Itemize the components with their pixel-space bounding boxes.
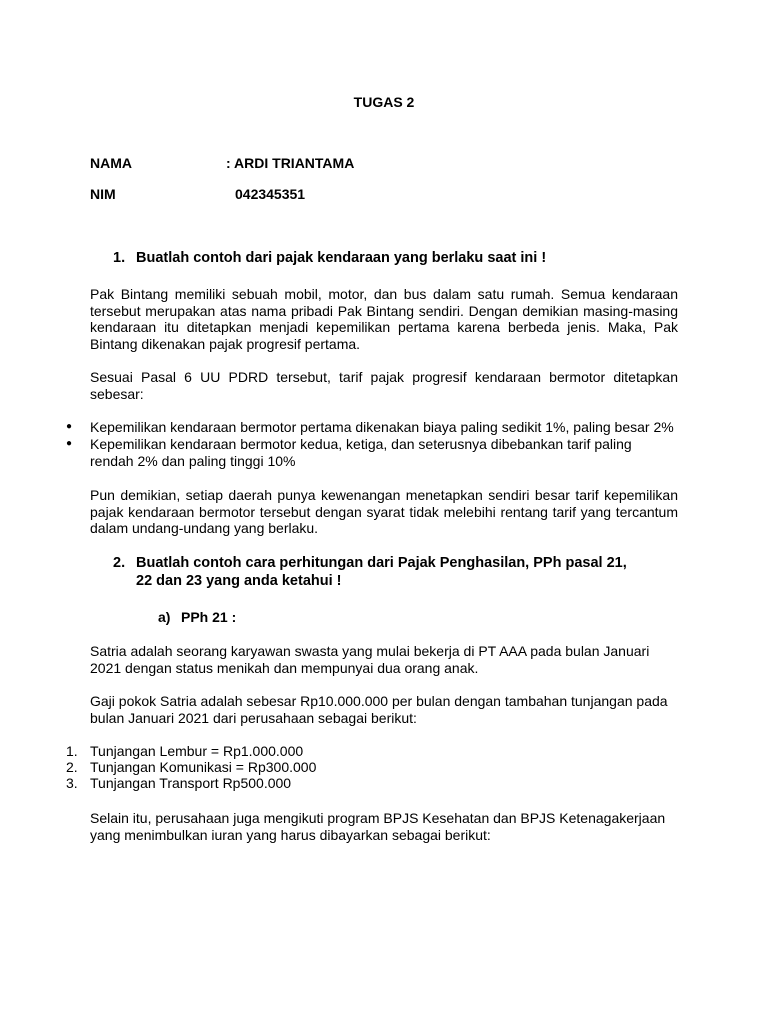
nim-label: NIM (90, 186, 116, 202)
question-2-line-2: 22 dan 23 yang anda ketahui ! (136, 573, 342, 589)
bullet-text: Kepemilikan kendaraan bermotor kedua, ketiga, dan seterusnya dibebankan tarif paling rendah 2% dan paling tinggi 10% (90, 436, 632, 469)
list-number: 3. (66, 775, 78, 791)
list-number: 1. (66, 743, 78, 759)
sub-question-label: a) (158, 609, 171, 625)
question-1-number: 1. (113, 250, 126, 266)
bullet-icon: ● (66, 421, 73, 432)
list-text: Tunjangan Lembur = Rp1.000.000 (90, 743, 304, 759)
q2-paragraph-1: Satria adalah seorang karyawan swasta yang mulai bekerja di PT AAA pada bulan Januari 2021 dengan status menikah dan mempunyai dua orang anak. (90, 643, 650, 676)
bullet-text: Kepemilikan kendaraan bermotor pertama dikenakan biaya paling sedikit 1%, paling besar 2% (90, 419, 674, 435)
question-2-line-1: Buatlah contoh cara perhitungan dari Pajak Penghasilan, PPh pasal 21, (136, 555, 627, 571)
q1-paragraph-2: Sesuai Pasal 6 UU PDRD tersebut, tarif pajak progresif kendaraan bermotor ditetapkan sebesar: (90, 369, 678, 402)
question-2-number: 2. (113, 555, 126, 571)
q2-paragraph-3: Selain itu, perusahaan juga mengikuti program BPJS Kesehatan dan BPJS Ketenagakerjaan yang menimbulkan iuran yang harus dibayarkan sebagai berikut: (90, 810, 666, 843)
list-text: Tunjangan Komunikasi = Rp300.000 (90, 759, 317, 775)
page-title: TUGAS 2 (353, 94, 415, 110)
q1-paragraph-1: Pak Bintang memiliki sebuah mobil, motor, dan bus dalam satu rumah. Semua kendaraan tersebut merupakan atas nama pribadi Pak Bintang sendiri. Dengan demikian masing-masing kendaraan itu ditetapkan menjadi kepemilikan pertama karena berbeda jenis. Maka, Pak Bintang dikenakan pajak progresif pertama. (90, 286, 678, 352)
name-value: : ARDI TRIANTAMA (226, 155, 355, 171)
nim-value: 042345351 (235, 186, 306, 202)
list-text: Tunjangan Transport Rp500.000 (90, 775, 292, 791)
bullet-icon: ● (66, 438, 73, 449)
list-number: 2. (66, 759, 78, 775)
question-1-text: Buatlah contoh dari pajak kendaraan yang berlaku saat ini ! (136, 250, 547, 266)
name-label: NAMA (90, 155, 132, 171)
q1-paragraph-3: Pun demikian, setiap daerah punya kewenangan menetapkan sendiri besar tarif kepemilikan pajak kendaraan bermotor tersebut dengan syarat tidak melebihi rentang tarif yang tercantum dalam undang-undang yang berlaku. (90, 487, 678, 536)
q2-paragraph-2: Gaji pokok Satria adalah sebesar Rp10.000.000 per bulan dengan tambahan tunjangan pada bulan Januari 2021 dari perusahaan sebagai berikut: (90, 693, 668, 726)
sub-question-title: PPh 21 : (181, 609, 237, 625)
